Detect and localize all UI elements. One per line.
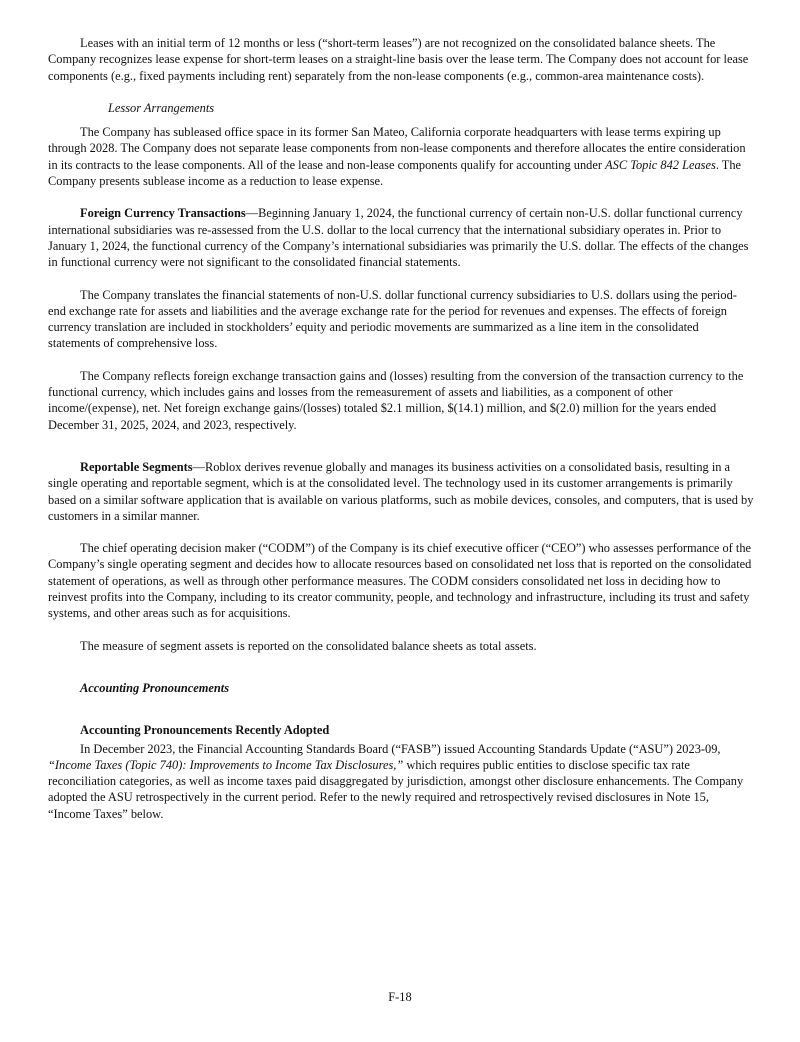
lessor-text-part-1: The Company has subleased office space in its former San Mateo, California corporate headquarters with lease terms expiring up through 2028. The Company does not separate lease components from non-lease components and therefore allocates the entire consideration in its contracts to the lease components. All of the lease and non-lease components qualify for accounting under <box>48 125 746 172</box>
paragraph-codm: The chief operating decision maker (“CODM”) of the Company is its chief executive officer (“CEO”) who assesses performance of the Company’s single operating segment and decides how to allocate resources based on consolidated net loss that is reported on the consolidated statement of operations, as well as through other performance measures. The CODM considers consolidated net loss in deciding how to reinvest profits into the Company, including to its creator community, people, and technology and infrastructure, including its trust and safety systems, and other areas such as for acquisitions. <box>48 541 752 621</box>
paragraph-reportable-segments <box>48 459 754 524</box>
lessor-text-asc-topic: ASC Topic 842 Leases <box>605 157 716 172</box>
paragraph-short-term-leases: Leases with an initial term of 12 months or less (“short-term leases”) are not recognized on the consolidated balance sheets. The Company recognizes lease expense for short-term leases on a straight-line basis over the lease term. The Company does not account for lease components (e.g., fixed payments including rent) separately from the non-lease components (e.g., common-area maintenance costs). <box>48 36 749 83</box>
lessor-text-part-2: . The Company presents sublease income as a reduction to lease expense. <box>48 157 742 189</box>
asu-text-part-2: which requires public entities to disclose specific tax rate reconciliation categories, as well as income taxes paid disaggregated by jurisdiction, amongst other disclosure enhancements. The Company adopted the ASU retrospectively in the current period. Refer to the newly required and retrospectively revised disclosures in Note 15, “Income Taxes” below. <box>48 757 744 821</box>
paragraph-lessor <box>48 124 754 189</box>
heading-recently-adopted: Accounting Pronouncements Recently Adopted <box>80 723 330 738</box>
foreign-currency-text: —Beginning January 1, 2024, the functional currency of certain non-U.S. dollar functional currency international subsidiaries was re-assessed from the U.S. dollar to the local currency that the international subsidiary operates in. Prior to January 1, 2024, the functional currency of the Company’s international subsidiaries was primarily the U.S. dollar. The effects of the changes in functional currency were not significant to the consolidated financial statements. <box>48 206 749 270</box>
paragraph-segment-assets: The measure of segment assets is reported on the consolidated balance sheets as total assets. <box>80 638 537 653</box>
asu-text-title: “Income Taxes (Topic 740): Improvements to Income Tax Disclosures,” <box>48 757 404 772</box>
heading-lessor-arrangements: Lessor Arrangements <box>108 100 215 115</box>
heading-accounting-pronouncements: Accounting Pronouncements <box>80 680 230 695</box>
paragraph-asu-2023-09 <box>48 741 754 822</box>
page-number: F-18 <box>388 990 412 1004</box>
paragraph-foreign-currency <box>48 205 754 270</box>
heading-reportable-segments: Reportable Segments <box>80 459 193 474</box>
document-body <box>48 35 754 822</box>
paragraph-fx-gains: The Company reflects foreign exchange transaction gains and (losses) resulting from the conversion of the transaction currency to the functional currency, which includes gains and losses from the remeasurement of assets and liabilities, as a component of other income/(expense), net. Net foreign exchange gains/(losses) totaled $2.1 million, $(14.1) million, and $(2.0) million for the years ended December 31, 2025, 2024, and 2023, respectively. <box>48 368 744 432</box>
asu-text-part-1: In December 2023, the Financial Accounting Standards Board (“FASB”) issued Accounting Standards Update (“ASU”) 2023-09, <box>80 741 721 756</box>
heading-foreign-currency: Foreign Currency Transactions <box>80 206 246 221</box>
reportable-segments-text: —Roblox derives revenue globally and manages its business activities on a consolidated basis, resulting in a single operating and reportable segment, which is at the consolidated level. The technology used in its customer arrangements is primarily based on a similar software application that is available on various platforms, such as mobile devices, consoles, and computers, that is used by customers in a similar manner. <box>48 459 754 523</box>
paragraph-fx-translation: The Company translates the financial statements of non-U.S. dollar functional currency subsidiaries to U.S. dollars using the period-end exchange rate for assets and liabilities and the average exchange rate for the period for revenues and expenses. The effects of foreign currency translation are included in stockholders’ equity and periodic movements are summarized as a line item in the consolidated statements of comprehensive loss. <box>48 287 737 351</box>
